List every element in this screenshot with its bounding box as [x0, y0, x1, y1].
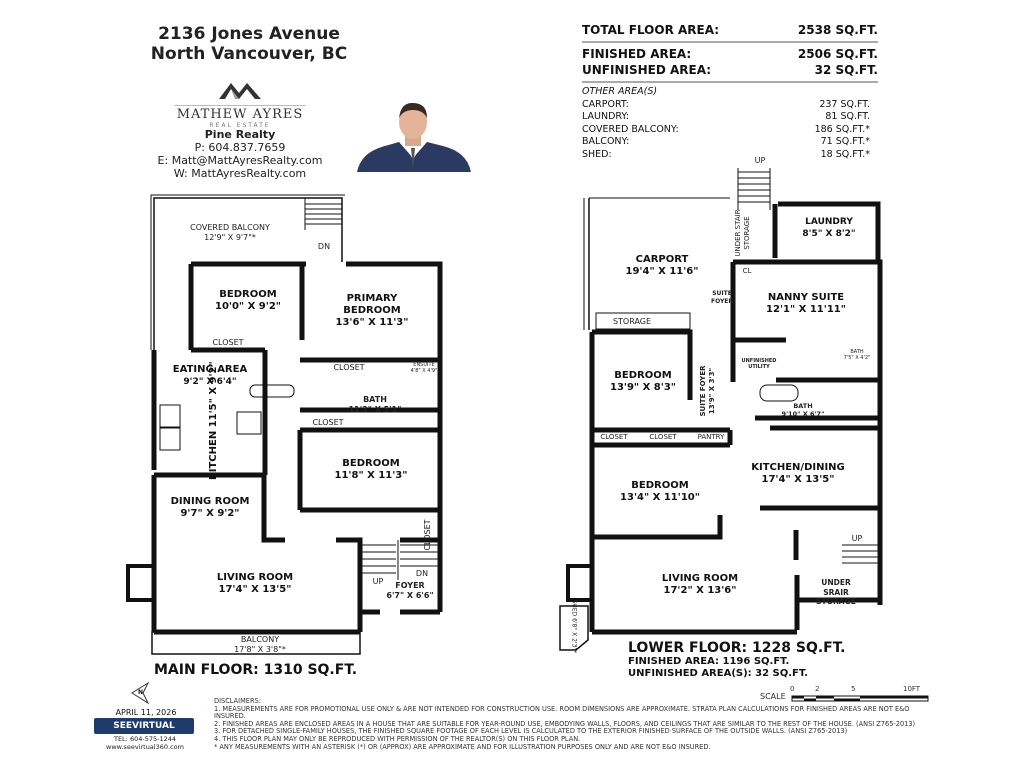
- room-size: 12'9" X 9'7"*: [204, 233, 256, 242]
- room-suite-foyer-2: [699, 353, 717, 429]
- room-suite-foyer: [704, 290, 740, 306]
- scale-label: SCALE: [760, 692, 786, 701]
- room-shed: [571, 600, 578, 652]
- room-name: UNDER STAIR: [734, 209, 742, 257]
- agent-phone: P: 604.837.7659: [194, 141, 286, 154]
- other-area-label: LAUNDRY:: [582, 111, 630, 123]
- lower-floor-finished: FINISHED AREA: 1196 SQ.FT.: [628, 656, 790, 667]
- unfinished-area-label: UNFINISHED AREA:: [582, 63, 712, 77]
- room-closet: CLOSET: [333, 363, 365, 372]
- room-bath-lower: [778, 402, 828, 418]
- room-pantry: PANTRY: [697, 433, 725, 441]
- room-name: KITCHEN: [208, 430, 219, 480]
- room-size: 9'7" X 9'2": [180, 508, 240, 519]
- room-covered-balcony: [165, 223, 295, 243]
- room-under-stair-storage-2: [808, 578, 864, 607]
- room-name: STORAGE: [743, 216, 751, 250]
- other-area-value: 71 SQ.FT.*: [820, 136, 870, 148]
- room-name: BATH: [363, 395, 387, 404]
- room-name: LIVING ROOM: [216, 572, 294, 583]
- other-area-label: BALCONY:: [582, 136, 630, 148]
- room-size: 11'3" X 5'1": [348, 405, 402, 414]
- room-under-stair-storage: [734, 202, 752, 264]
- room-name: BEDROOM: [343, 305, 401, 316]
- seevirtual-logo: SEEVIRTUAL: [94, 718, 194, 734]
- room-name: PRIMARY: [346, 293, 398, 304]
- disclaimer-item: 2. FINISHED AREAS ARE ENCLOSED AREAS IN A HOUSE THAT ARE SUITABLE FOR YEAR-ROUND USE, EMBODYING WALLS, FLOORS, AND CEILINGS THAT ARE SIMILAR TO THE REST OF THE HOUSE. (ANSI Z765-2013): [214, 719, 916, 728]
- other-area-value: 237 SQ.FT.: [819, 98, 870, 110]
- disclaimer-item: 4. THIS FLOOR PLAN MAY ONLY BE REPRODUCED WITH PERMISSION OF THE REALTOR(S) ON THIS FLOOR PLAN.: [214, 734, 581, 743]
- other-area-value: 81 SQ.FT.: [825, 111, 870, 123]
- room-name: NANNY SUITE: [767, 292, 845, 303]
- room-name: BEDROOM: [342, 458, 400, 469]
- room-bedroom-lower-2: [604, 480, 716, 504]
- room-nanny-suite: [738, 292, 874, 316]
- lower-floor-unfinished: UNFINISHED AREA(S): 32 SQ.FT.: [628, 668, 808, 679]
- room-size: 11'8" X 11'3": [334, 470, 408, 481]
- room-dining-room: [158, 496, 262, 520]
- room-name: LAUNDRY: [805, 217, 853, 227]
- other-area-value: 18 SQ.FT.*: [820, 148, 870, 160]
- disclaimer-item: 3. FOR DETACHED SINGLE-FAMILY HOUSES, THE FINISHED SQUARE FOOTAGE OF EACH LEVEL IS CALCULATED TO THE EXTERIOR FINISHED SURFACE OF THE OUTSIDE WALLS. (ANSI Z765-2013): [214, 727, 848, 736]
- agent-website: W: MattAyresRealty.com: [173, 167, 307, 180]
- room-closet: CLOSET: [212, 338, 244, 347]
- finished-area-label: FINISHED AREA:: [582, 47, 692, 61]
- room-size: 4'8" X 4'9": [410, 368, 438, 374]
- room-cl: CL: [742, 267, 752, 275]
- room-name: UNDER: [821, 578, 851, 587]
- room-size: 13'6" X 11'3": [335, 317, 409, 328]
- stair-label: DN: [317, 242, 331, 251]
- room-size: 7'5" X 4'2": [843, 355, 871, 361]
- room-name: BEDROOM: [614, 370, 672, 381]
- room-size: 17'4" X 13'5": [761, 474, 835, 485]
- room-size: 11'5" X 9'2": [208, 361, 219, 428]
- room-size: 9'2" X 6'4": [183, 377, 237, 387]
- room-storage: STORAGE: [612, 317, 652, 326]
- agent-brand-sub: REAL ESTATE: [209, 122, 271, 129]
- room-name: BEDROOM: [219, 289, 277, 300]
- room-bedroom-lower-1: [598, 370, 688, 394]
- room-bath-main: [335, 395, 415, 415]
- room-living-room-lower: [630, 573, 770, 597]
- agent-company: Pine Realty: [204, 128, 276, 141]
- finished-area-value: 2506 SQ.FT.: [797, 47, 878, 61]
- disclaimers: [214, 698, 934, 751]
- room-name: BEDROOM: [631, 480, 689, 491]
- room-name: COVERED BALCONY: [190, 223, 270, 232]
- room-bedroom-main-1: [196, 289, 300, 313]
- room-closet: CLOSET: [423, 519, 432, 551]
- main-floor-title: MAIN FLOOR: 1310 SQ.FT.: [154, 662, 358, 678]
- agent-brand: MATHEW AYRES: [176, 107, 304, 122]
- room-size: 13'9" X 3'3": [708, 367, 716, 415]
- room-closet: CLOSET: [312, 418, 344, 427]
- room-size: 8'5" X 8'2": [802, 229, 856, 239]
- room-bath-small: [842, 349, 872, 361]
- room-living-room-main: [180, 572, 330, 596]
- room-unfinished-utility: [736, 358, 782, 370]
- plan-date: APRIL 11, 2026: [115, 708, 177, 717]
- room-name: FOYER: [395, 581, 425, 590]
- scale-tick: 5: [851, 685, 856, 693]
- seevirtual-tel: TEL: 604-575-1244: [113, 735, 176, 743]
- unfinished-area-value: 32 SQ.FT.: [814, 63, 878, 77]
- disclaimer-item: * ANY MEASUREMENTS WITH AN ASTERISK (*) OR (APPROX) ARE APPROXIMATE AND FOR ILLUSTRATION PURPOSES ONLY AND ARE NOT E&O INSURED.: [214, 742, 711, 751]
- total-area-value: 2538 SQ.FT.: [797, 23, 878, 37]
- stair-label: UP: [754, 156, 766, 165]
- room-size: 13'4" X 11'10": [620, 492, 700, 503]
- room-kitchen-main: [208, 361, 220, 480]
- address-line-2: North Vancouver, BC: [150, 44, 348, 64]
- total-area-label: TOTAL FLOOR AREA:: [582, 23, 720, 37]
- room-size: 12'1" X 11'11": [766, 304, 846, 315]
- address-line-1: 2136 Jones Avenue: [158, 24, 340, 44]
- other-area-label: CARPORT:: [582, 98, 629, 110]
- room-size: 19'4" X 11'6": [625, 266, 699, 277]
- room-name: UTILITY: [748, 364, 770, 370]
- disclaimer-heading: DISCLAIMERS:: [214, 697, 261, 705]
- stair-label: DN: [415, 569, 429, 578]
- room-name: BATH: [850, 349, 864, 355]
- room-primary-bedroom: [304, 293, 440, 329]
- room-size: 9'10" X 6'7": [781, 410, 825, 418]
- room-name: SRAIR: [823, 587, 849, 597]
- room-name: CARPORT: [635, 254, 689, 265]
- disclaimer-item: 1. MEASUREMENTS ARE FOR PROMOTIONAL USE ONLY & ARE NOT INTENDED FOR CONSTRUCTION USE. ROOM DIMENSIONS ARE APPROXIMATE. STRATA PLAN CALCULATIONS FOR FINISHED AREAS ARE NOT E&O INSURED.: [214, 704, 910, 721]
- scale-tick: 0: [790, 685, 795, 693]
- scale-tick: 10FT: [903, 685, 921, 693]
- room-name: DINING ROOM: [170, 496, 250, 507]
- seevirtual-web: www.seevirtual360.com: [106, 743, 184, 751]
- room-name: SHED: [570, 599, 578, 617]
- room-name: STORAGE: [816, 597, 856, 606]
- room-balcony: [200, 635, 320, 655]
- other-area-label: COVERED BALCONY:: [582, 123, 679, 135]
- room-bedroom-main-2: [304, 458, 438, 482]
- stair-label: UP: [372, 577, 384, 586]
- other-area-value: 186 SQ.FT.*: [814, 123, 870, 135]
- room-name: ENSUITE: [413, 362, 435, 368]
- room-name: KITCHEN/DINING: [751, 462, 845, 473]
- seevirtual-contact: [90, 735, 200, 751]
- room-size: 13'9" X 8'3": [609, 382, 676, 393]
- room-carport: [598, 254, 726, 278]
- lower-floor-title: LOWER FLOOR: 1228 SQ.FT.: [628, 640, 846, 656]
- room-laundry: [782, 216, 876, 240]
- room-size: 17'2" X 13'6": [663, 585, 737, 596]
- room-name: FOYER: [710, 298, 734, 305]
- room-closet: CLOSET: [600, 433, 628, 441]
- room-name: BATH: [793, 402, 813, 410]
- room-foyer: [380, 581, 440, 601]
- room-name: BALCONY: [240, 635, 280, 644]
- room-size: 10'0" X 9'2": [214, 301, 281, 312]
- stair-label: UP: [851, 534, 863, 543]
- room-size: 17'4" X 13'5": [218, 584, 292, 595]
- other-area-label: SHED:: [582, 148, 612, 160]
- room-closet: CLOSET: [649, 433, 677, 441]
- room-name: UNFINISHED: [741, 358, 777, 364]
- room-name: EATING AREA: [172, 364, 248, 375]
- room-size: 6'7" X 6'6": [386, 591, 434, 600]
- scale-tick: 2: [815, 685, 820, 693]
- agent-email: E: Matt@MattAyresRealty.com: [157, 154, 323, 167]
- room-ensuite: [410, 362, 438, 374]
- north-label: N: [138, 689, 144, 696]
- other-areas-heading: OTHER AREA(S): [582, 86, 658, 97]
- room-size: 17'8" X 3'8"*: [234, 645, 286, 654]
- room-name: SUITE FOYER: [699, 365, 707, 417]
- room-name: LIVING ROOM: [661, 573, 739, 584]
- room-name: SUITE: [712, 290, 732, 297]
- room-kitchen-dining: [738, 462, 858, 486]
- room-size: 6'8" X 2'3"*: [570, 618, 578, 654]
